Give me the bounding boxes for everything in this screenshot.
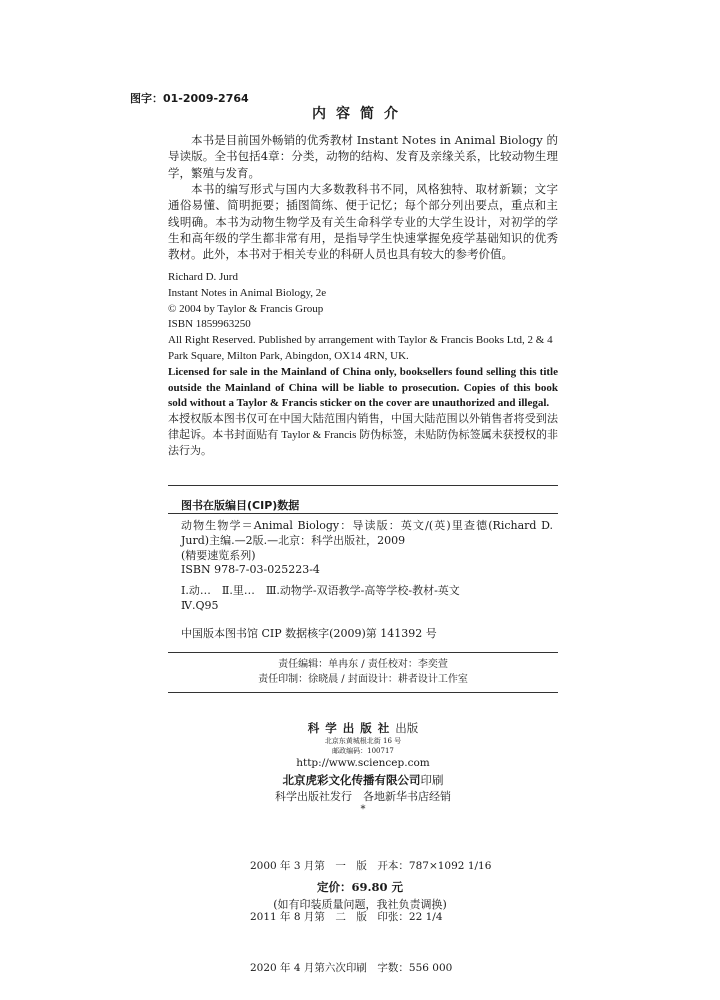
quality-note: (如有印装质量问题，我社负责调换)	[273, 898, 447, 911]
divider-top	[168, 485, 558, 486]
distribution-line: 科学出版社发行 各地新华书店经销	[275, 790, 451, 803]
publisher-name: 科学出版社	[307, 721, 396, 735]
license-notice: Licensed for sale in the Mainland of China only, booksellers found selling this title outside the Mainland of China will be liable to prosecution. Copies of this book sold without a Taylor & Francis sticker on the cover are unauthorized and illegal.	[168, 365, 558, 410]
copyright-block	[168, 270, 558, 460]
original-book-title: Instant Notes in Animal Biology, 2e	[168, 286, 327, 299]
summary-paragraph-2: 本书的编写形式与国内大多数教科书不同，风格独特、取材新颖；文字通俗易懂、简明扼要；插图简练、便于记忆；每个部分列出要点，重点和主线明确。本书为动物生物学及有关生命科学专业的大学生设计，对初学的学生和高年级的学生都非常有用，是指导学生快速掌握免疫学基础知识的优秀教材。此外，本书对于相关专业的科研人员也具有较大的参考价值。	[168, 182, 558, 262]
divider-cip	[168, 513, 558, 514]
printer-suffix: 印刷	[420, 773, 444, 787]
credits-line-1: 责任编辑：单冉东 / 责任校对：李奕萱	[278, 659, 448, 670]
publisher-url: http://www.sciencep.com	[296, 757, 430, 769]
spec-row-1: 2000 年 3 月第 一 版 开本：787×1092 1/16	[250, 860, 492, 872]
divider-credits	[168, 652, 558, 653]
publisher-block	[168, 717, 558, 815]
copyright-line: © 2004 by Taylor & Francis Group	[168, 302, 324, 315]
publisher-postcode: 邮政编码：100717	[332, 747, 394, 755]
summary-paragraph-1: 本书是目前国外畅销的优秀教材 Instant Notes in Animal Biology 的导读版。全书包括4章：分类，动物的结构、发育及亲缘关系，比较动物生理学，繁殖与发育。	[168, 133, 558, 180]
original-isbn: ISBN 1859963250	[168, 318, 251, 331]
cip-class-line-1: Ⅰ.动… Ⅱ.里… Ⅲ.动物学-双语教学-高等学校-教材-英文	[181, 584, 460, 597]
price: 定价：69.80 元	[316, 880, 403, 894]
cip-verification: 中国版本图书馆 CIP 数据核字(2009)第 141392 号	[181, 627, 437, 640]
cip-block	[181, 519, 553, 578]
credits-block	[168, 658, 558, 687]
cip-series: (精要速览系列)	[181, 548, 256, 562]
publisher-address: 北京东黄城根北街 16 号	[324, 737, 402, 745]
rights-reserved: All Right Reserved. Published by arrangement with Taylor & Francis Books Ltd, 2 & 4 Park Square, Milton Park, Abingdon, OX14 4RN, UK.	[168, 334, 553, 362]
divider-publisher	[168, 692, 558, 693]
printer-name: 北京虎彩文化传播有限公司	[282, 773, 421, 787]
page-title: 内容简介	[312, 106, 408, 122]
spec-row-2: 2011 年 8 月第 二 版 印张：22 1/4	[250, 911, 443, 923]
cip-heading: 图书在版编目(CIP)数据	[181, 499, 300, 512]
cip-classification	[181, 584, 553, 614]
spec-row-3: 2020 年 4 月第六次印刷 字数：556 000	[250, 962, 453, 974]
registration-number: 图字：01-2009-2764	[130, 92, 249, 105]
original-author: Richard D. Jurd	[168, 271, 238, 283]
cip-entry: 动物生物学＝Animal Biology：导读版：英文/(英)里查德(Richard D. Jurd)主编.—2版.—北京：科学出版社，2009	[181, 519, 553, 547]
cip-class-line-2: Ⅳ.Q95	[181, 598, 219, 612]
credits-line-2: 责任印制：徐晓晨 / 封面设计：耕者设计工作室	[258, 673, 468, 685]
asterisk-mark: *	[360, 804, 366, 815]
license-notice-chinese: 本授权版本图书仅可在中国大陆范围内销售，中国大陆范围以外销售者将受到法律起诉。本书封面贴有 Taylor & Francis 防伪标签，未贴防伪标签属未获授权的非法行为。	[168, 413, 558, 457]
cip-isbn: ISBN 978-7-03-025223-4	[181, 563, 320, 577]
publisher-suffix: 出版	[395, 721, 419, 735]
